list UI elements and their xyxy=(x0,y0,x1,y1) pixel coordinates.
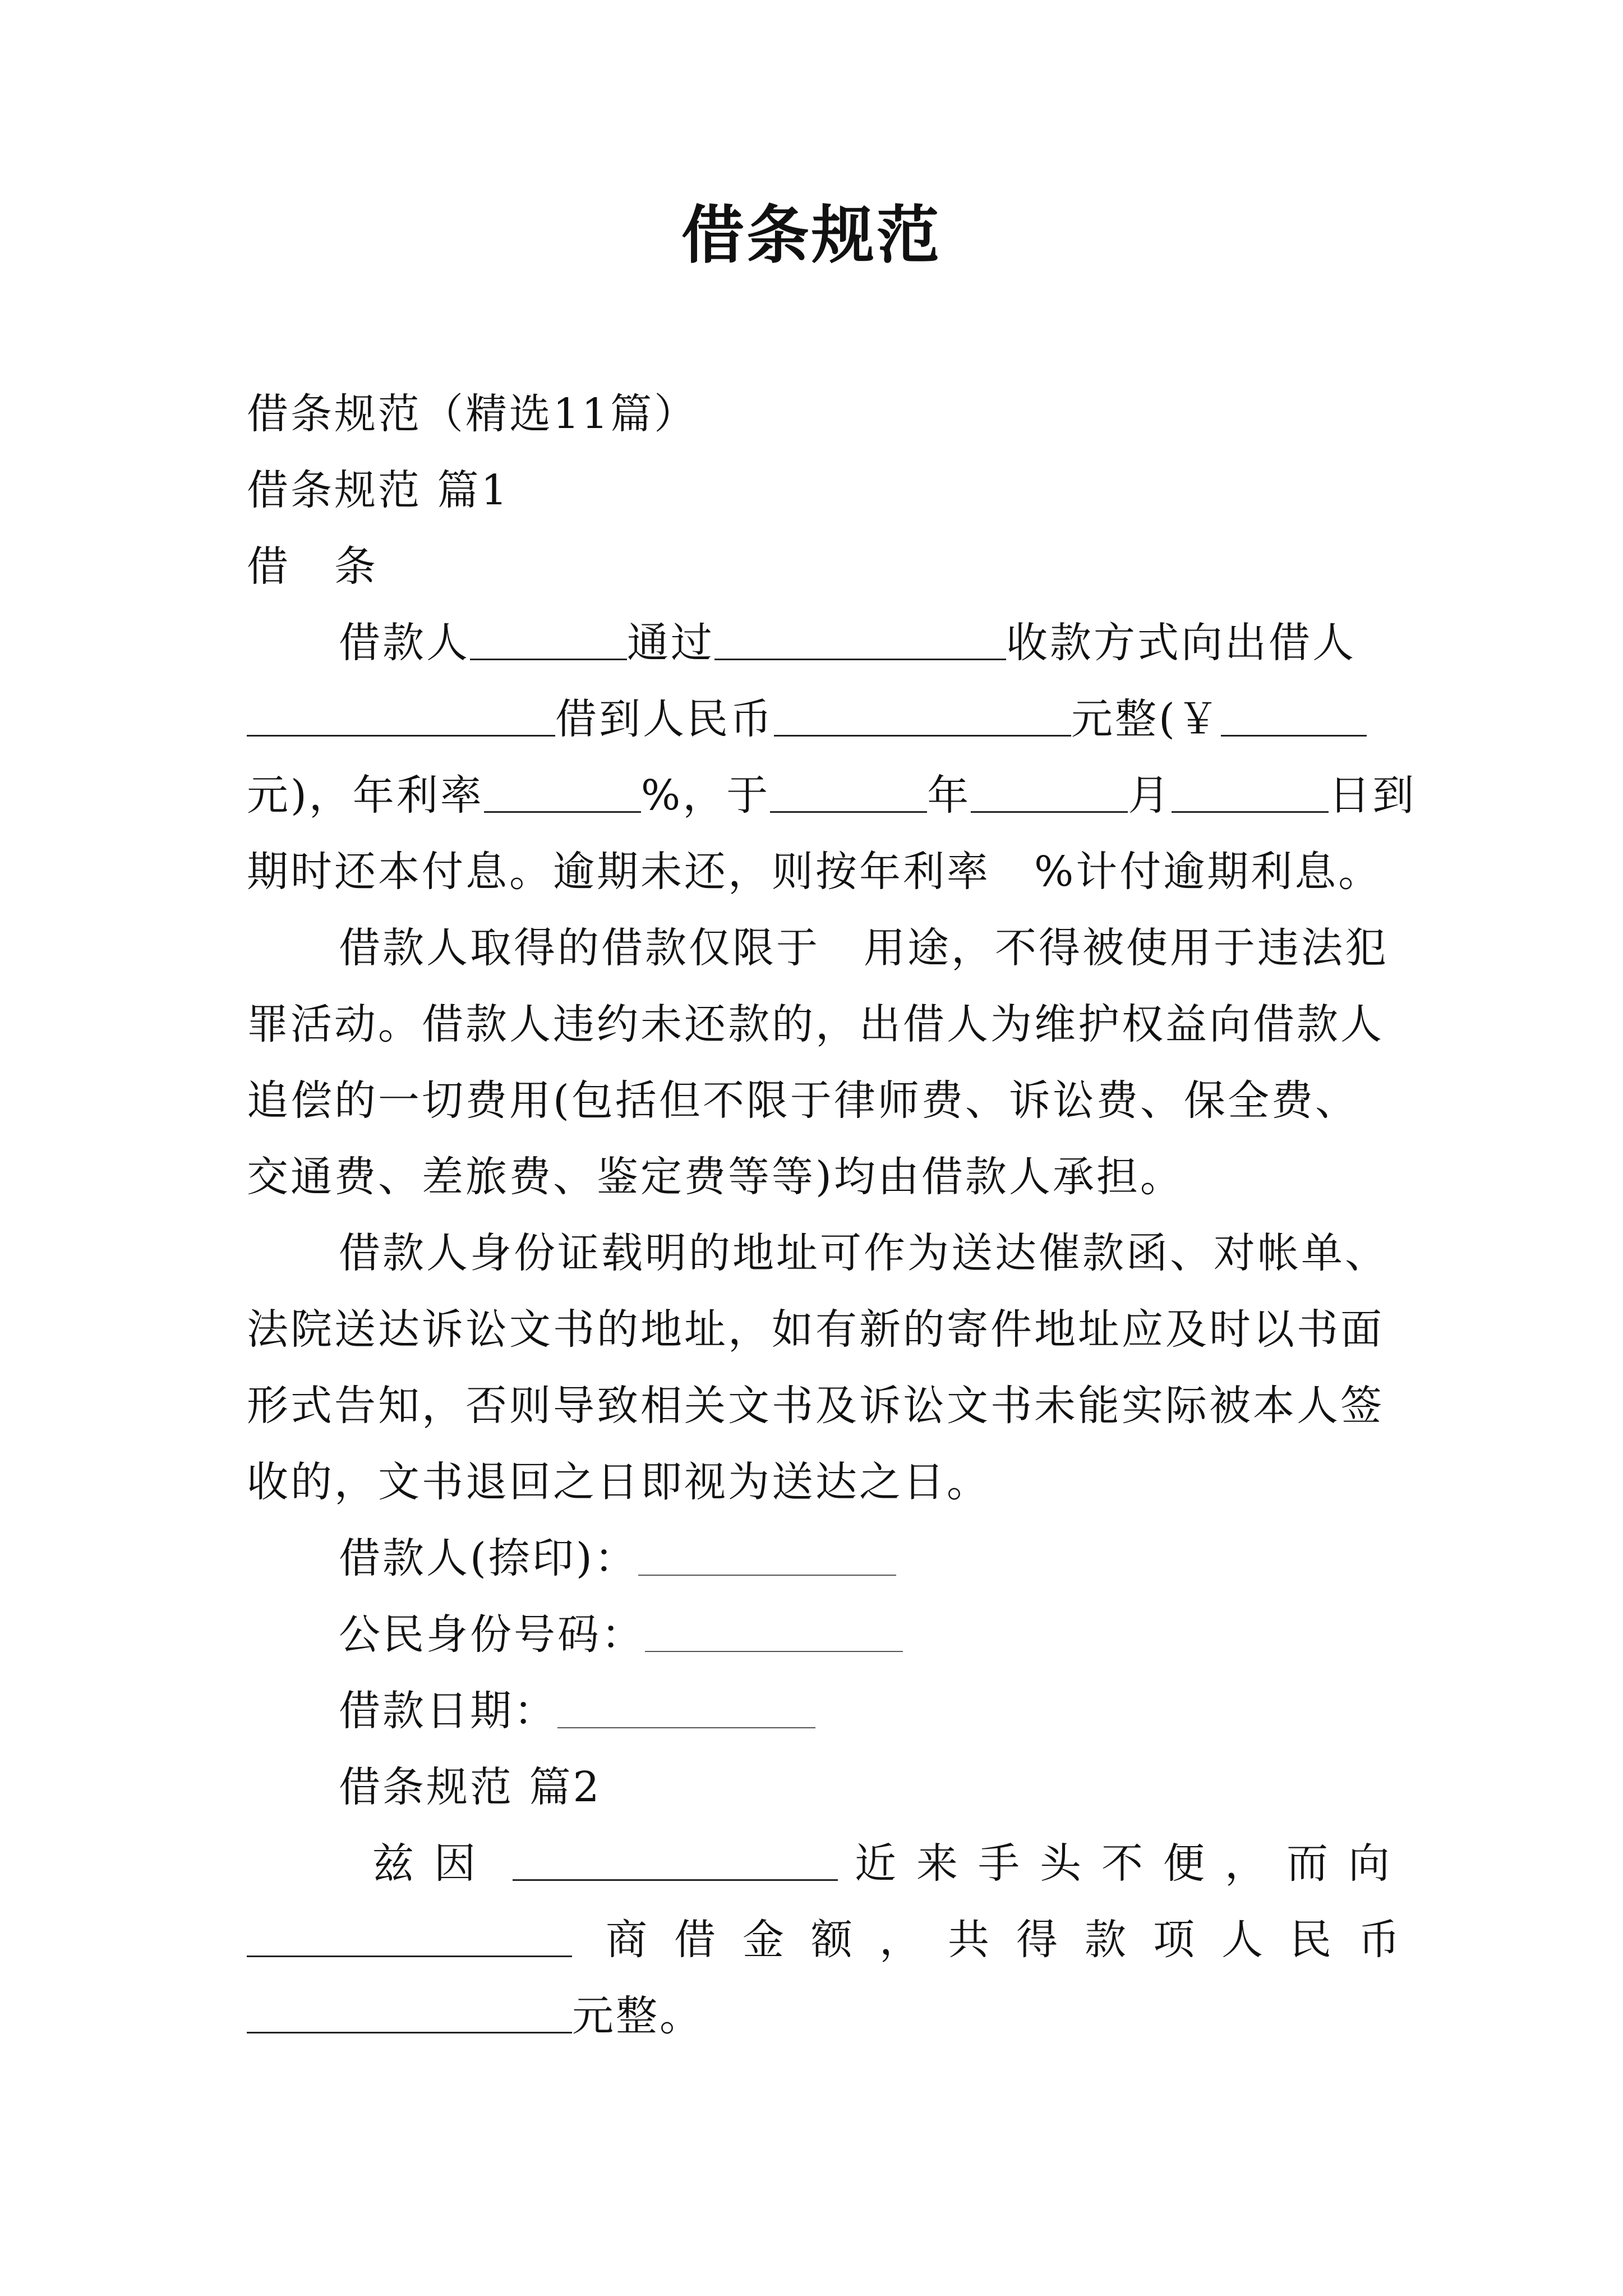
fill-blank xyxy=(645,1616,903,1652)
text-day: 日到 xyxy=(1329,771,1417,820)
fill-blank xyxy=(1221,700,1367,737)
paragraph-3-line-2: 法院送达诉讼文书的地址，如有新的寄件地址应及时以书面 xyxy=(247,1305,1384,1354)
label-loan-date: 借款日期： xyxy=(339,1687,557,1735)
section-2-line-2 xyxy=(247,1901,1427,1979)
paragraph-2-line-3: 追偿的一切费用(包括但不限于律师费、诉讼费、保全费、 xyxy=(247,1076,1359,1125)
paragraph-1-line-4: 期时还本付息。逾期未还，则按年利率 %计付逾期利息。 xyxy=(247,848,1382,896)
paragraph-2-line-4: 交通费、差旅费、鉴定费等等)均由借款人承担。 xyxy=(247,1153,1184,1201)
section-heading-1: 借条规范 篇1 xyxy=(247,466,510,514)
fill-blank xyxy=(638,1540,896,1576)
paragraph-1-line-2 xyxy=(247,680,1380,758)
section-2-line-1 xyxy=(339,1824,1410,1903)
text-yuan-whole: 元整。 xyxy=(572,1992,703,2040)
text-borrower: 借款人 xyxy=(339,619,470,667)
loan-note-title: 借 条 xyxy=(247,542,378,591)
text-payment-method: 收款方式向出借人 xyxy=(1006,619,1356,667)
fill-blank xyxy=(247,1997,572,2033)
fill-blank xyxy=(470,624,627,660)
fill-blank xyxy=(714,624,1006,660)
fill-blank xyxy=(247,700,555,737)
page-title: 借条规范 xyxy=(681,199,942,272)
paragraph-3-line-1: 借款人身份证载明的地址可作为送达催款函、对帐单、 xyxy=(339,1229,1389,1277)
section-heading-2: 借条规范 篇2 xyxy=(339,1763,602,1811)
fill-blank xyxy=(484,776,641,813)
fill-blank xyxy=(774,700,1071,737)
subtitle: 借条规范（精选11篇） xyxy=(247,390,698,438)
paragraph-2-line-1: 借款人取得的借款仅限于 用途，不得被使用于违法犯 xyxy=(339,924,1389,972)
text-borrowed-amount: 商借金额，共得款项人民币 xyxy=(606,1916,1427,1964)
paragraph-3-line-3: 形式告知，否则导致相关文书及诉讼文书未能实际被本人签 xyxy=(247,1382,1384,1430)
fill-blank xyxy=(770,776,927,813)
text-because: 兹因 xyxy=(372,1839,496,1888)
label-id-number: 公民身份号码： xyxy=(339,1611,645,1659)
fill-blank xyxy=(1172,776,1329,813)
signature-borrower xyxy=(339,1519,1380,1598)
signature-loan-date xyxy=(339,1672,1380,1750)
text-short-of-money: 近来手头不便，而向 xyxy=(855,1839,1410,1888)
section-2-line-3 xyxy=(247,1977,1380,2055)
text-percent-on: %，于 xyxy=(640,771,771,820)
label-borrower-thumbprint: 借款人(捺印)： xyxy=(339,1534,638,1582)
fill-blank xyxy=(247,1921,572,1957)
fill-blank xyxy=(557,1692,815,1728)
paragraph-2-line-2: 罪活动。借款人违约未还款的，出借人为维护权益向借款人 xyxy=(247,1000,1384,1048)
text-year: 年 xyxy=(927,771,971,820)
fill-blank xyxy=(513,1844,838,1881)
signature-id-number xyxy=(339,1595,1380,1674)
fill-blank xyxy=(971,776,1128,813)
paragraph-1-line-1 xyxy=(339,604,1380,682)
paragraph-1-line-3 xyxy=(247,756,1417,835)
text-borrowed-rmb: 借到人民币 xyxy=(555,695,774,743)
text-yuan-amount: 元整(￥ xyxy=(1071,695,1221,743)
text-month: 月 xyxy=(1128,771,1172,820)
paragraph-3-line-4: 收的，文书退回之日即视为送达之日。 xyxy=(247,1458,990,1506)
text-annual-rate: 元)，年利率 xyxy=(247,771,484,820)
text-via: 通过 xyxy=(627,619,714,667)
